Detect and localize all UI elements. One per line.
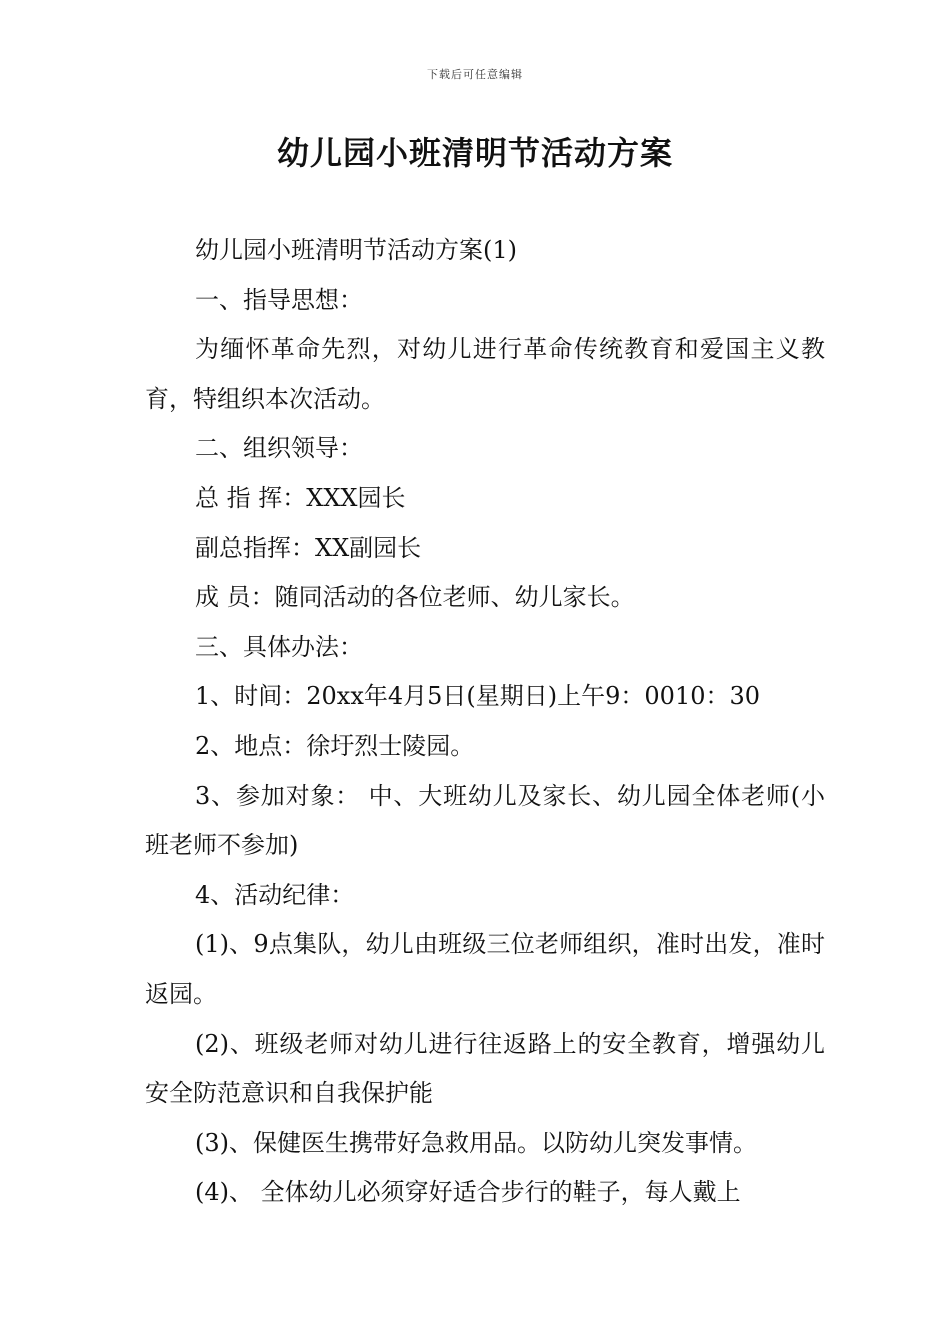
paragraph-discipline-heading: 4、活动纪律： [195, 880, 355, 909]
paragraph-subtitle: 幼儿园小班清明节活动方案(1) [195, 236, 517, 264]
paragraph-discipline-2: (2)、班级老师对幼儿进行往返路上的安全教育，增强幼儿安全防范意识和自我保护能 [145, 1029, 825, 1108]
paragraph-time: 1、时间：20xx年4月5日(星期日)上午9：0010：30 [195, 682, 761, 711]
paragraph-section-1-heading: 一、指导思想： [195, 285, 363, 314]
document-body [145, 226, 825, 1218]
header-note: 下载后可任意编辑 [427, 68, 523, 81]
document-title: 幼儿园小班清明节活动方案 [276, 134, 673, 172]
paragraph-commander: 总 指 挥：XXX园长 [195, 483, 406, 512]
paragraph-members: 成 员：随同活动的各位老师、幼儿家长。 [195, 583, 635, 612]
paragraph-location: 2、地点：徐圩烈士陵园。 [195, 731, 475, 760]
paragraph-discipline-4: (4)、 全体幼儿必须穿好适合步行的鞋子，每人戴上 [195, 1178, 741, 1207]
paragraph-guiding-idea: 为缅怀革命先烈，对幼儿进行革命传统教育和爱国主义教育，特组织本次活动。 [145, 335, 825, 413]
paragraph-deputy-commander: 副总指挥：XX副园长 [195, 533, 422, 562]
paragraph-discipline-1: (1)、9点集队，幼儿由班级三位老师组织，准时出发，准时返园。 [145, 930, 825, 1008]
paragraph-discipline-3: (3)、保健医生携带好急救用品。以防幼儿突发事情。 [195, 1128, 757, 1157]
paragraph-section-3-heading: 三、具体办法： [195, 632, 363, 661]
paragraph-participants: 3、参加对象： 中、大班幼儿及家长、幼儿园全体老师(小班老师不参加) [145, 781, 825, 860]
paragraph-section-2-heading: 二、组织领导： [195, 434, 363, 463]
